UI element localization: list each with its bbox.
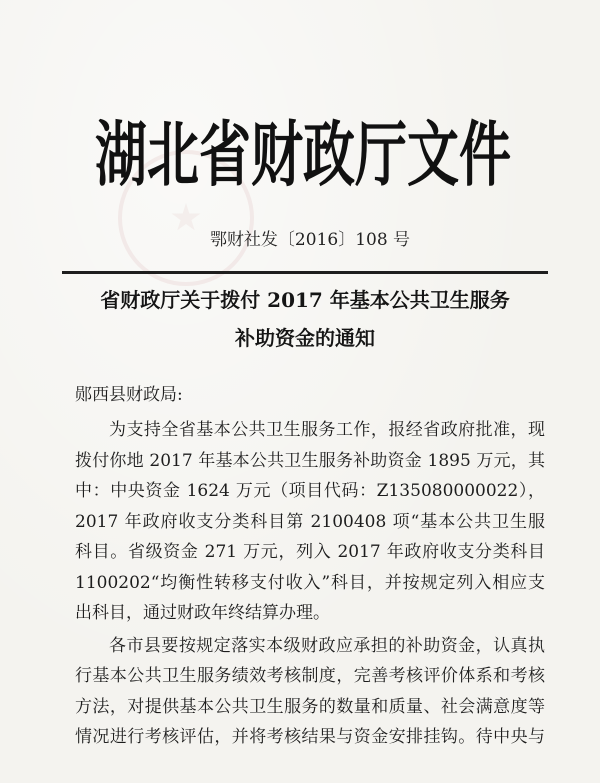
- paragraph-line: 科目。省级资金 271 万元，列入 2017 年政府收支分类科目: [75, 542, 545, 562]
- paragraph: [75, 631, 545, 753]
- paragraph-line: 各市县要按规定落实本级财政应承担的补助资金，认真执: [109, 635, 545, 656]
- paragraph-line: 1100202“均衡性转移支付收入”科目，并按规定列入相应支: [75, 572, 545, 593]
- subject-line: 省财政厅关于拨付 2017 年基本公共卫生服务: [100, 288, 510, 312]
- paragraph-line: 行基本公共卫生服务绩效考核制度，完善考核评价体系和考核: [75, 666, 545, 686]
- paragraph-line: 中：中央资金 1624 万元（项目代码：Z135080000022），: [75, 481, 545, 501]
- paragraph: [75, 415, 545, 629]
- document-subject: [0, 281, 600, 357]
- header-divider: [62, 271, 548, 274]
- document-body: [75, 415, 545, 755]
- paragraph-line: 出科目，通过财政年终结算办理。: [75, 603, 330, 623]
- document-number: 鄂财社发〔2016〕108 号: [209, 230, 411, 250]
- document-header-title: 湖北省财政厅文件: [94, 113, 511, 197]
- paragraph-line: 2017 年政府收支分类科目第 2100408 项“基本公共卫生服: [75, 511, 545, 532]
- addressee: 郧西县财政局:: [75, 385, 183, 405]
- paragraph-line: 为支持全省基本公共卫生服务工作，报经省政府批准，现: [109, 420, 545, 440]
- paragraph-line: 方法，对提供基本公共卫生服务的数量和质量、社会满意度等: [75, 696, 545, 717]
- subject-line: 补助资金的通知: [235, 326, 375, 350]
- paragraph-line: 情况进行考核评估，并将考核结果与资金安排挂钩。待中央与: [75, 727, 545, 747]
- paragraph-line: 拨付你地 2017 年基本公共卫生服务补助资金 1895 万元，其: [75, 450, 545, 471]
